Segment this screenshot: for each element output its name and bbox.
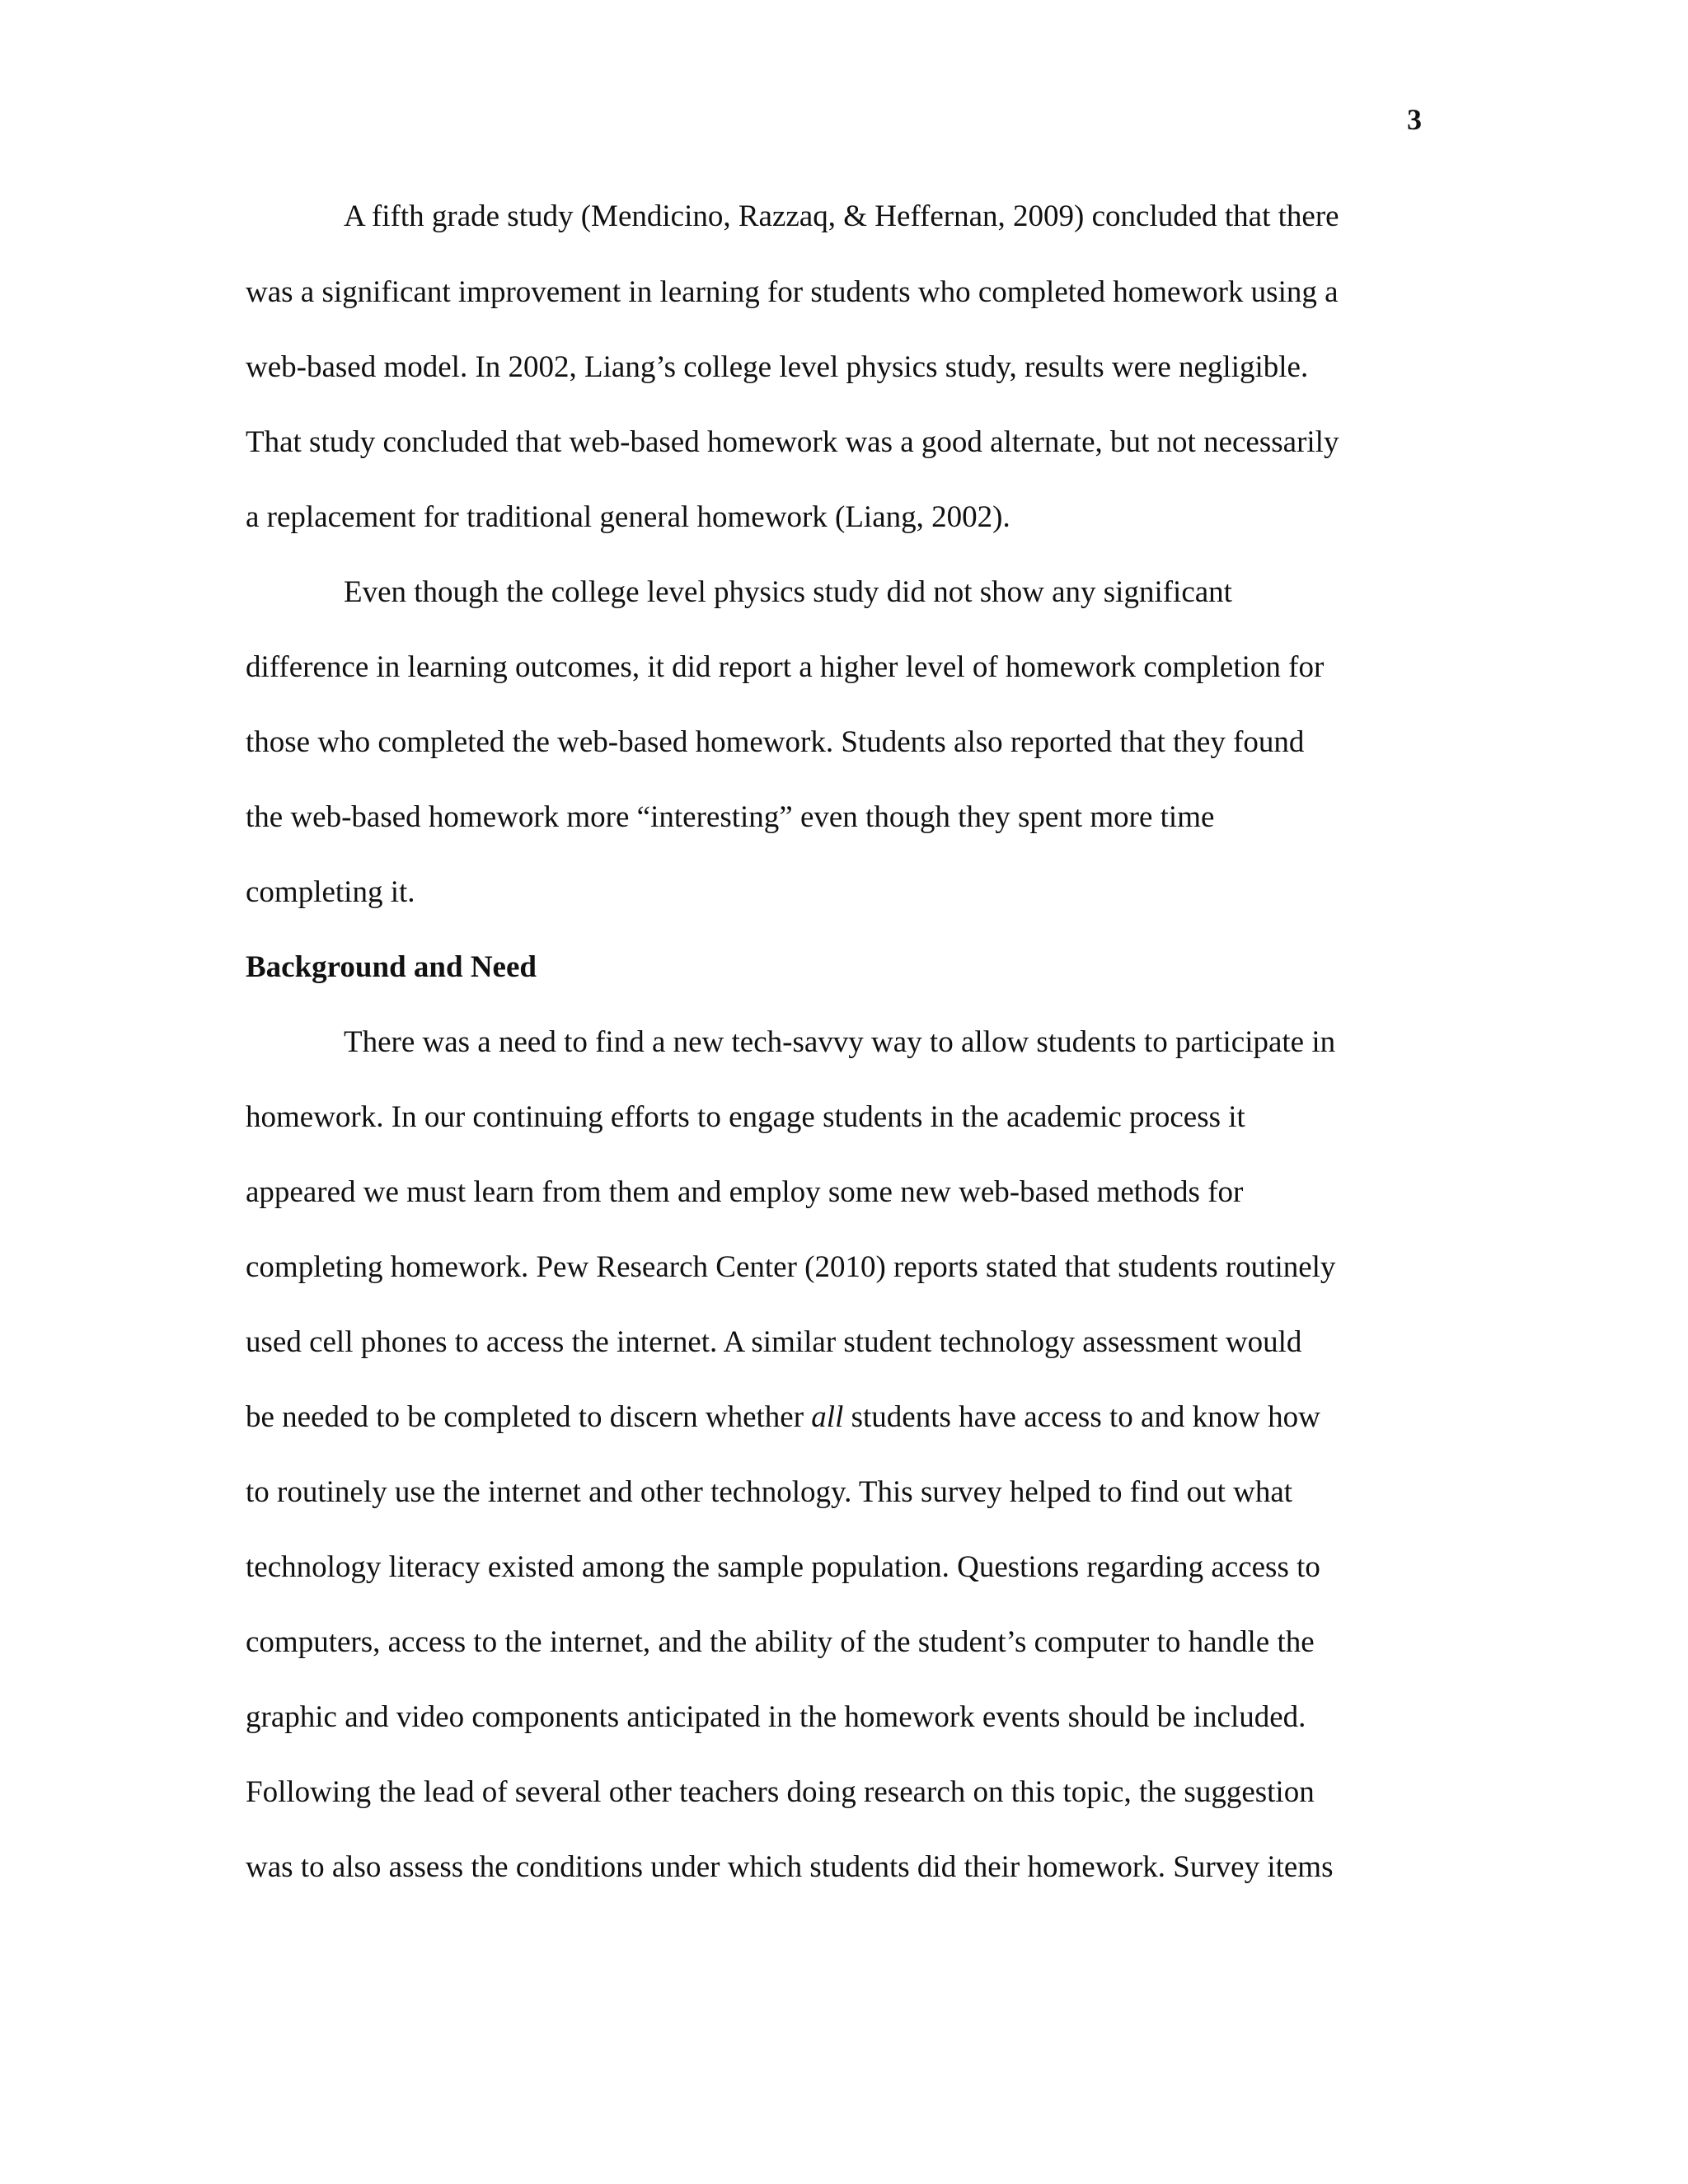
- paragraph-line: That study concluded that web-based homework was a good alternate, but not necessarily: [246, 425, 1339, 459]
- paragraph-line: [246, 1397, 1320, 1438]
- paragraph-line: There was a need to find a new tech-savvy way to allow students to participate in: [344, 1025, 1336, 1059]
- paragraph-line: to routinely use the internet and other technology. This survey helped to find out what: [246, 1475, 1293, 1509]
- text-run: students have access to and know how: [843, 1400, 1320, 1434]
- paragraph-line: the web-based homework more “interesting” even though they spent more time: [246, 800, 1215, 834]
- paragraph-line: A fifth grade study (Mendicino, Razzaq, & Heffernan, 2009) concluded that there: [344, 199, 1339, 233]
- paragraph-line: was to also assess the conditions under which students did their homework. Survey items: [246, 1850, 1334, 1884]
- paragraph-line: homework. In our continuing efforts to engage students in the academic process it: [246, 1100, 1245, 1134]
- paragraph-line: technology literacy existed among the sample population. Questions regarding access to: [246, 1550, 1320, 1584]
- paragraph-line: Following the lead of several other teachers doing research on this topic, the suggestion: [246, 1775, 1315, 1809]
- text-run: be needed to be completed to discern whether: [246, 1400, 812, 1434]
- paragraph-line: was a significant improvement in learning for students who completed homework using a: [246, 275, 1339, 309]
- paragraph-line: Even though the college level physics study did not show any significant: [344, 575, 1232, 609]
- paragraph-line: appeared we must learn from them and employ some new web-based methods for: [246, 1175, 1244, 1209]
- emphasis-text: all: [811, 1400, 844, 1434]
- paragraph-line: graphic and video components anticipated in the homework events should be included.: [246, 1700, 1306, 1734]
- paragraph-line: difference in learning outcomes, it did report a higher level of homework completion for: [246, 650, 1325, 684]
- page-number: 3: [1407, 103, 1422, 136]
- paragraph-line: completing it.: [246, 875, 415, 909]
- paragraph-line: computers, access to the internet, and the ability of the student’s computer to handle the: [246, 1625, 1315, 1659]
- paragraph-line: those who completed the web-based homework. Students also reported that they found: [246, 725, 1305, 759]
- paragraph-line: completing homework. Pew Research Center (2010) reports stated that students routinely: [246, 1250, 1336, 1284]
- paragraph-line: a replacement for traditional general homework (Liang, 2002).: [246, 500, 1010, 534]
- paragraph-line: web-based model. In 2002, Liang’s college level physics study, results were negligible.: [246, 350, 1309, 384]
- section-heading: Background and Need: [246, 950, 537, 984]
- paragraph-line: used cell phones to access the internet. A similar student technology assessment would: [246, 1325, 1302, 1359]
